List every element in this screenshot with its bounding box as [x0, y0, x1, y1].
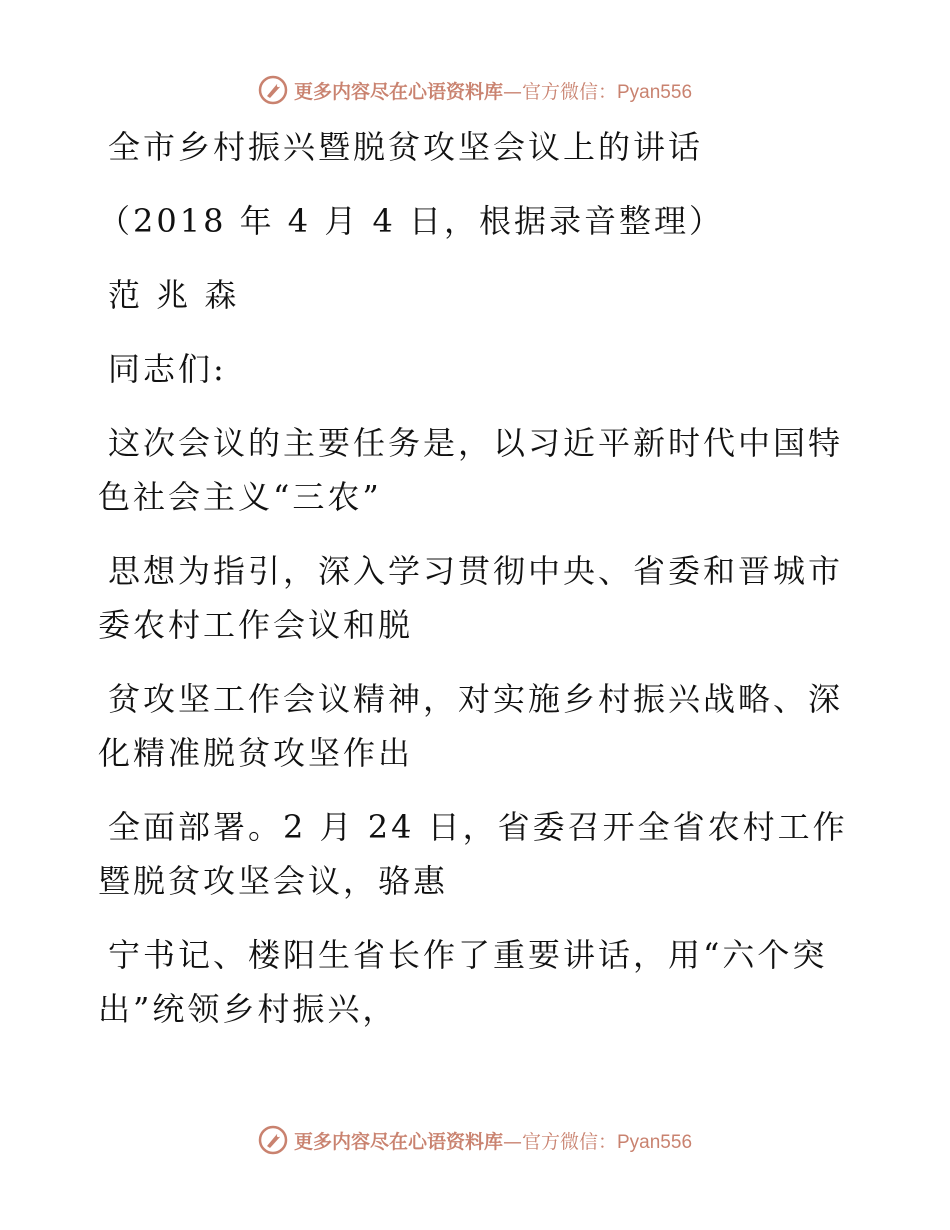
watermark-site: 更多内容尽在心语资料库 — [293, 80, 503, 103]
paragraph — [98, 544, 844, 652]
paragraph-line: 贫攻坚工作会议精神，对实施乡村振兴战略、深 — [108, 680, 844, 718]
paragraph — [98, 416, 844, 524]
paragraph-line: 宁书记、楼阳生省长作了重要讲话，用“六个突 — [108, 936, 828, 974]
pen-nib-circle-icon — [258, 1125, 288, 1155]
paragraph-line: 色社会主义“三农” — [98, 478, 382, 516]
paragraph — [98, 928, 838, 1036]
paragraph-line: 思想为指引，深入学习贯彻中央、省委和晋城市 — [108, 552, 844, 590]
watermark-separator: — — [503, 1130, 522, 1153]
document-body — [98, 120, 848, 1036]
salutation: 同志们: — [108, 350, 227, 388]
paragraph-line: 这次会议的主要任务是，以习近平新时代中国特 — [108, 424, 844, 462]
watermark-text — [294, 77, 692, 104]
footer-watermark — [0, 1120, 950, 1160]
watermark-text — [294, 1127, 692, 1154]
paragraph-line: 化精准脱贫攻坚作出 — [98, 734, 414, 772]
watermark-wechat: 官方微信：Pyan556 — [522, 1131, 693, 1153]
paragraph — [98, 672, 844, 780]
document-title: 全市乡村振兴暨脱贫攻坚会议上的讲话 — [108, 128, 704, 166]
header-watermark — [0, 70, 950, 110]
paragraph-line: 暨脱贫攻坚会议，骆惠 — [98, 862, 449, 900]
paragraph-line: 出”统领乡村振兴， — [98, 990, 398, 1028]
watermark-wechat: 官方微信：Pyan556 — [522, 81, 693, 103]
paragraph-line: 委农村工作会议和脱 — [98, 606, 414, 644]
paragraph — [98, 800, 848, 908]
paragraph-line: 全面部署。2 月 24 日，省委召开全省农村工作 — [108, 808, 848, 846]
watermark-site: 更多内容尽在心语资料库 — [293, 1130, 503, 1153]
date-note: （2018 年 4 月 4 日，根据录音整理） — [98, 202, 725, 240]
pen-nib-circle-icon — [258, 75, 288, 105]
watermark-separator: — — [503, 80, 522, 103]
speaker-name: 范 兆 森 — [108, 276, 240, 314]
